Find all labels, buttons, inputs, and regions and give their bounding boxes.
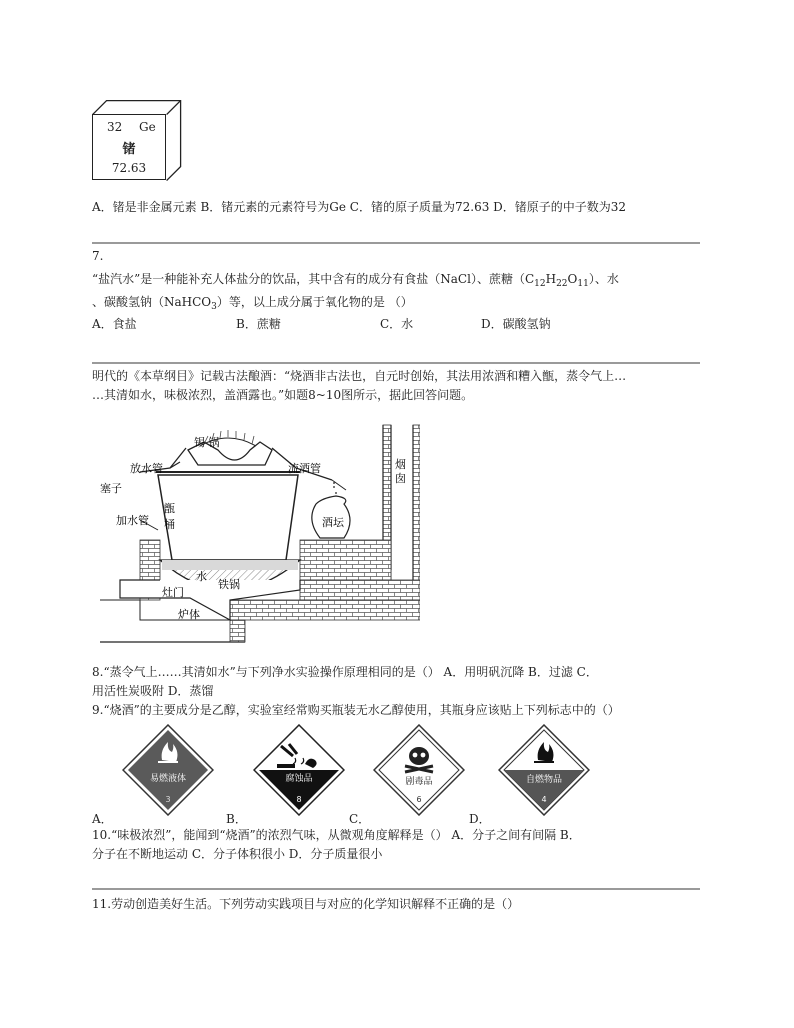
divider (92, 362, 700, 364)
q7-line1-text: “盐汽水”是一种能补充人体盐分的饮品，其中含有的成分有食盐（NaCl）、蔗糖（C (92, 272, 535, 286)
formula-part: O (567, 272, 578, 286)
label-tin-pot: 锡 锅 (194, 436, 220, 449)
q11-text: 11.劳动创造美好生活。下列劳动实践项目与对应的化学知识解释不正确的是（） (92, 897, 520, 911)
label-water: 水 (196, 570, 207, 583)
q10-line1: 10.“味极浓烈”，能闻到“烧酒”的浓烈气味，从微观角度解释是（） A．分子之间有间隔 B． (92, 828, 581, 842)
atomic-mass: 72.63 (111, 161, 147, 175)
sign-label: 剧毒品 (405, 777, 433, 787)
atomic-number: 32 (107, 120, 123, 134)
sign-number: 6 (416, 795, 422, 804)
passage-line2: …其清如水，味极浓烈，盖酒露也。”如题8~10图所示，据此回答问题。 (92, 388, 474, 402)
label-tong: 桶 (164, 518, 175, 531)
subscript: 22 (556, 279, 568, 289)
q9-option-a: A． (92, 812, 113, 826)
sign-label: 腐蚀品 (285, 774, 313, 784)
element-card-front (92, 114, 166, 180)
label-iron-pot: 铁锅 (218, 578, 240, 591)
q7-option-b: B．蔗糖 (236, 317, 281, 331)
q7-line2-end: ）等，以上成分属于氧化物的是 （） (216, 295, 413, 309)
sign-number: 3 (165, 795, 171, 804)
q6-options: A．锗是非金属元素 B．锗元素的元素符号为Ge C．锗的原子质量为72.63 D．锗原子的中子数为32 (92, 200, 627, 214)
sign-number: 8 (296, 795, 302, 804)
q9-text: 9.“烧酒”的主要成分是乙醇，实验室经常购买瓶装无水乙醇使用，其瓶身应该贴上下列标志中的（） (92, 703, 620, 717)
subscript: 12 (534, 279, 546, 289)
label-wine-jar: 酒坛 (322, 516, 344, 529)
q9-option-d: D． (469, 812, 491, 826)
wine-jar (312, 482, 350, 538)
steamer-barrel (156, 472, 300, 560)
subscript: 3 (211, 302, 217, 312)
sign-label: 自燃物品 (525, 775, 563, 785)
divider (92, 242, 700, 244)
label-add-pipe: 加水管 (116, 514, 149, 527)
label-stove-door: 灶门 (162, 586, 184, 599)
q7-line1-end: ）、水 (588, 272, 619, 286)
label-zeng: 甑 (164, 502, 175, 515)
sign-label: 易燃液体 (149, 774, 187, 784)
q9-option-c: C． (349, 812, 371, 826)
passage-line1: 明代的《本草纲目》记载古法酿酒：“烧酒非古法也，自元时创始，其法用浓酒和糟入甑，蒸令气上… (92, 369, 627, 383)
subscript: 11 (577, 279, 589, 289)
label-drain-pipe: 放水管 (130, 462, 163, 475)
label-chimney-2: 囱 (395, 472, 406, 485)
q8-line1: 8.“蒸令气上……其清如水”与下列净水实验操作原理相同的是（） A．用明矾沉降 B．过滤 C． (92, 665, 598, 679)
q7-option-a: A．食盐 (92, 317, 137, 331)
divider (92, 888, 700, 890)
element-symbol: Ge (139, 120, 156, 134)
q8-line2: 用活性炭吸附 D．蒸馏 (92, 684, 214, 698)
q10-line2: 分子在不断地运动 C．分子体积很小 D．分子质量很小 (92, 847, 383, 861)
element-name: 锗 (122, 142, 136, 157)
label-plug: 塞子 (100, 482, 122, 495)
q7-option-d: D．碳酸氢钠 (481, 317, 551, 331)
q7-number: 7. (92, 249, 104, 263)
tin-pot (170, 430, 296, 468)
label-wine-pipe: 流酒管 (288, 462, 321, 475)
distillation-diagram (100, 420, 420, 645)
label-furnace: 炉体 (178, 608, 200, 621)
q9-option-b: B． (226, 812, 247, 826)
q7-line2 (92, 291, 704, 318)
sign-number: 4 (541, 795, 547, 804)
q7-line2-text: 、碳酸氢钠（NaHCO (92, 295, 212, 309)
label-chimney-1: 烟 (395, 458, 406, 471)
q7-option-c: C．水 (380, 317, 414, 331)
formula-part: H (545, 272, 557, 286)
